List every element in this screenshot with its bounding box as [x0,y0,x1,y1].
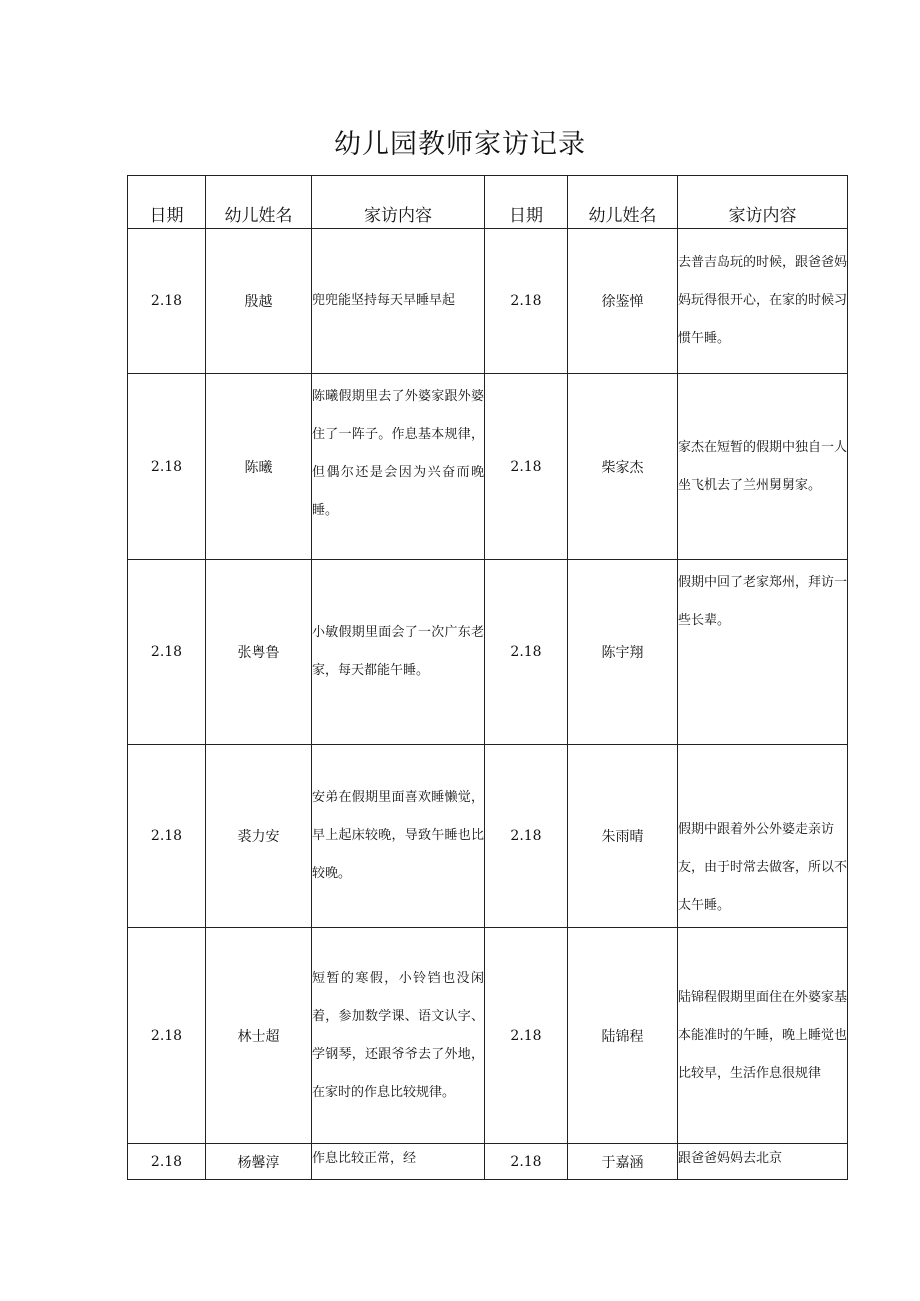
child-name-cell: 殷越 [206,229,312,374]
date-cell: 2.18 [485,374,568,560]
table-row [128,229,848,374]
table-row [128,745,848,928]
date-cell: 2.18 [485,745,568,928]
visit-content-cell [312,229,485,374]
child-name-cell: 陈曦 [206,374,312,560]
child-name-cell: 徐鉴惮 [568,229,678,374]
date-cell: 2.18 [128,928,206,1144]
content-text: 友，由于时常去做客，所以不太午睡。 [678,860,848,913]
date-cell: 2.18 [128,1144,206,1180]
header-content-left: 家访内容 [312,176,485,229]
child-name-cell: 陈宇翔 [568,560,678,745]
content-text: 兜兜能坚持每天早睡早起 [312,293,456,308]
visit-content-cell [678,560,848,745]
visit-content-cell [678,229,848,374]
child-name-cell: 柴家杰 [568,374,678,560]
header-content-right: 家访内容 [678,176,848,229]
content-text: 安弟在假期里面喜欢睡懒觉，早上起床较晚，导致午睡也比较晚。 [312,790,484,881]
visit-content-cell [312,374,485,560]
date-cell: 2.18 [485,1144,568,1180]
child-name-cell: 朱雨晴 [568,745,678,928]
header-name-right: 幼儿姓名 [568,176,678,229]
child-name-cell: 杨馨淳 [206,1144,312,1180]
header-date-left: 日期 [128,176,206,229]
content-text: 家杰在短暂的假期中独自一人坐飞机去了兰州舅舅家。 [678,439,848,493]
header-row [128,176,848,229]
home-visit-table [127,175,848,1180]
visit-content-cell [678,1144,848,1180]
content-text: 假期中跟着外公外婆走亲访 [678,822,835,837]
header-name-left: 幼儿姓名 [206,176,312,229]
child-name-cell: 于嘉涵 [568,1144,678,1180]
date-cell: 2.18 [128,560,206,745]
content-text: 假期中回了老家郑州，拜访一些长辈。 [678,575,848,628]
table-row [128,374,848,560]
child-name-cell: 陆锦程 [568,928,678,1144]
visit-content-cell [312,1144,485,1180]
visit-content-cell [312,745,485,928]
content-text: 去普吉岛玩的时候，跟爸爸妈妈玩得很开心，在家的时候习惯午睡。 [678,255,848,346]
content-text: 短暂的寒假，小铃铛也没闲着，参加数学课、语文认字、学钢琴，还跟爷爷去了外地，在家时的作息比较规律。 [312,970,484,1100]
document-title: 幼儿园教师家访记录 [334,129,586,160]
child-name-cell: 张粤鲁 [206,560,312,745]
date-cell: 2.18 [485,560,568,745]
content-text: 作息比较正常，经 [312,1151,417,1166]
date-cell: 2.18 [485,229,568,374]
content-text: 跟爸爸妈妈去北京 [678,1151,783,1166]
child-name-cell: 林士超 [206,928,312,1144]
content-text: 陆锦程假期里面住在外婆家基本能准时的午睡，晚上睡觉也比较早，生活作息很规律 [678,989,848,1081]
visit-content-cell [312,560,485,745]
date-cell: 2.18 [128,229,206,374]
visit-content-cell [678,374,848,560]
header-date-right: 日期 [485,176,568,229]
visit-content-cell [678,928,848,1144]
visit-content-cell [312,928,485,1144]
visit-content-cell [678,745,848,928]
table-row [128,928,848,1144]
date-cell: 2.18 [485,928,568,1144]
table-row [128,1144,848,1180]
date-cell: 2.18 [128,374,206,560]
content-text: 小敏假期里面会了一次广东老家，每天都能午睡。 [312,625,484,678]
date-cell: 2.18 [128,745,206,928]
child-name-cell: 裘力安 [206,745,312,928]
content-text: 陈曦假期里去了外婆家跟外婆住了一阵子。作息基本规律，但偶尔还是会因为兴奋而晚睡。 [312,389,484,518]
table-row [128,560,848,745]
